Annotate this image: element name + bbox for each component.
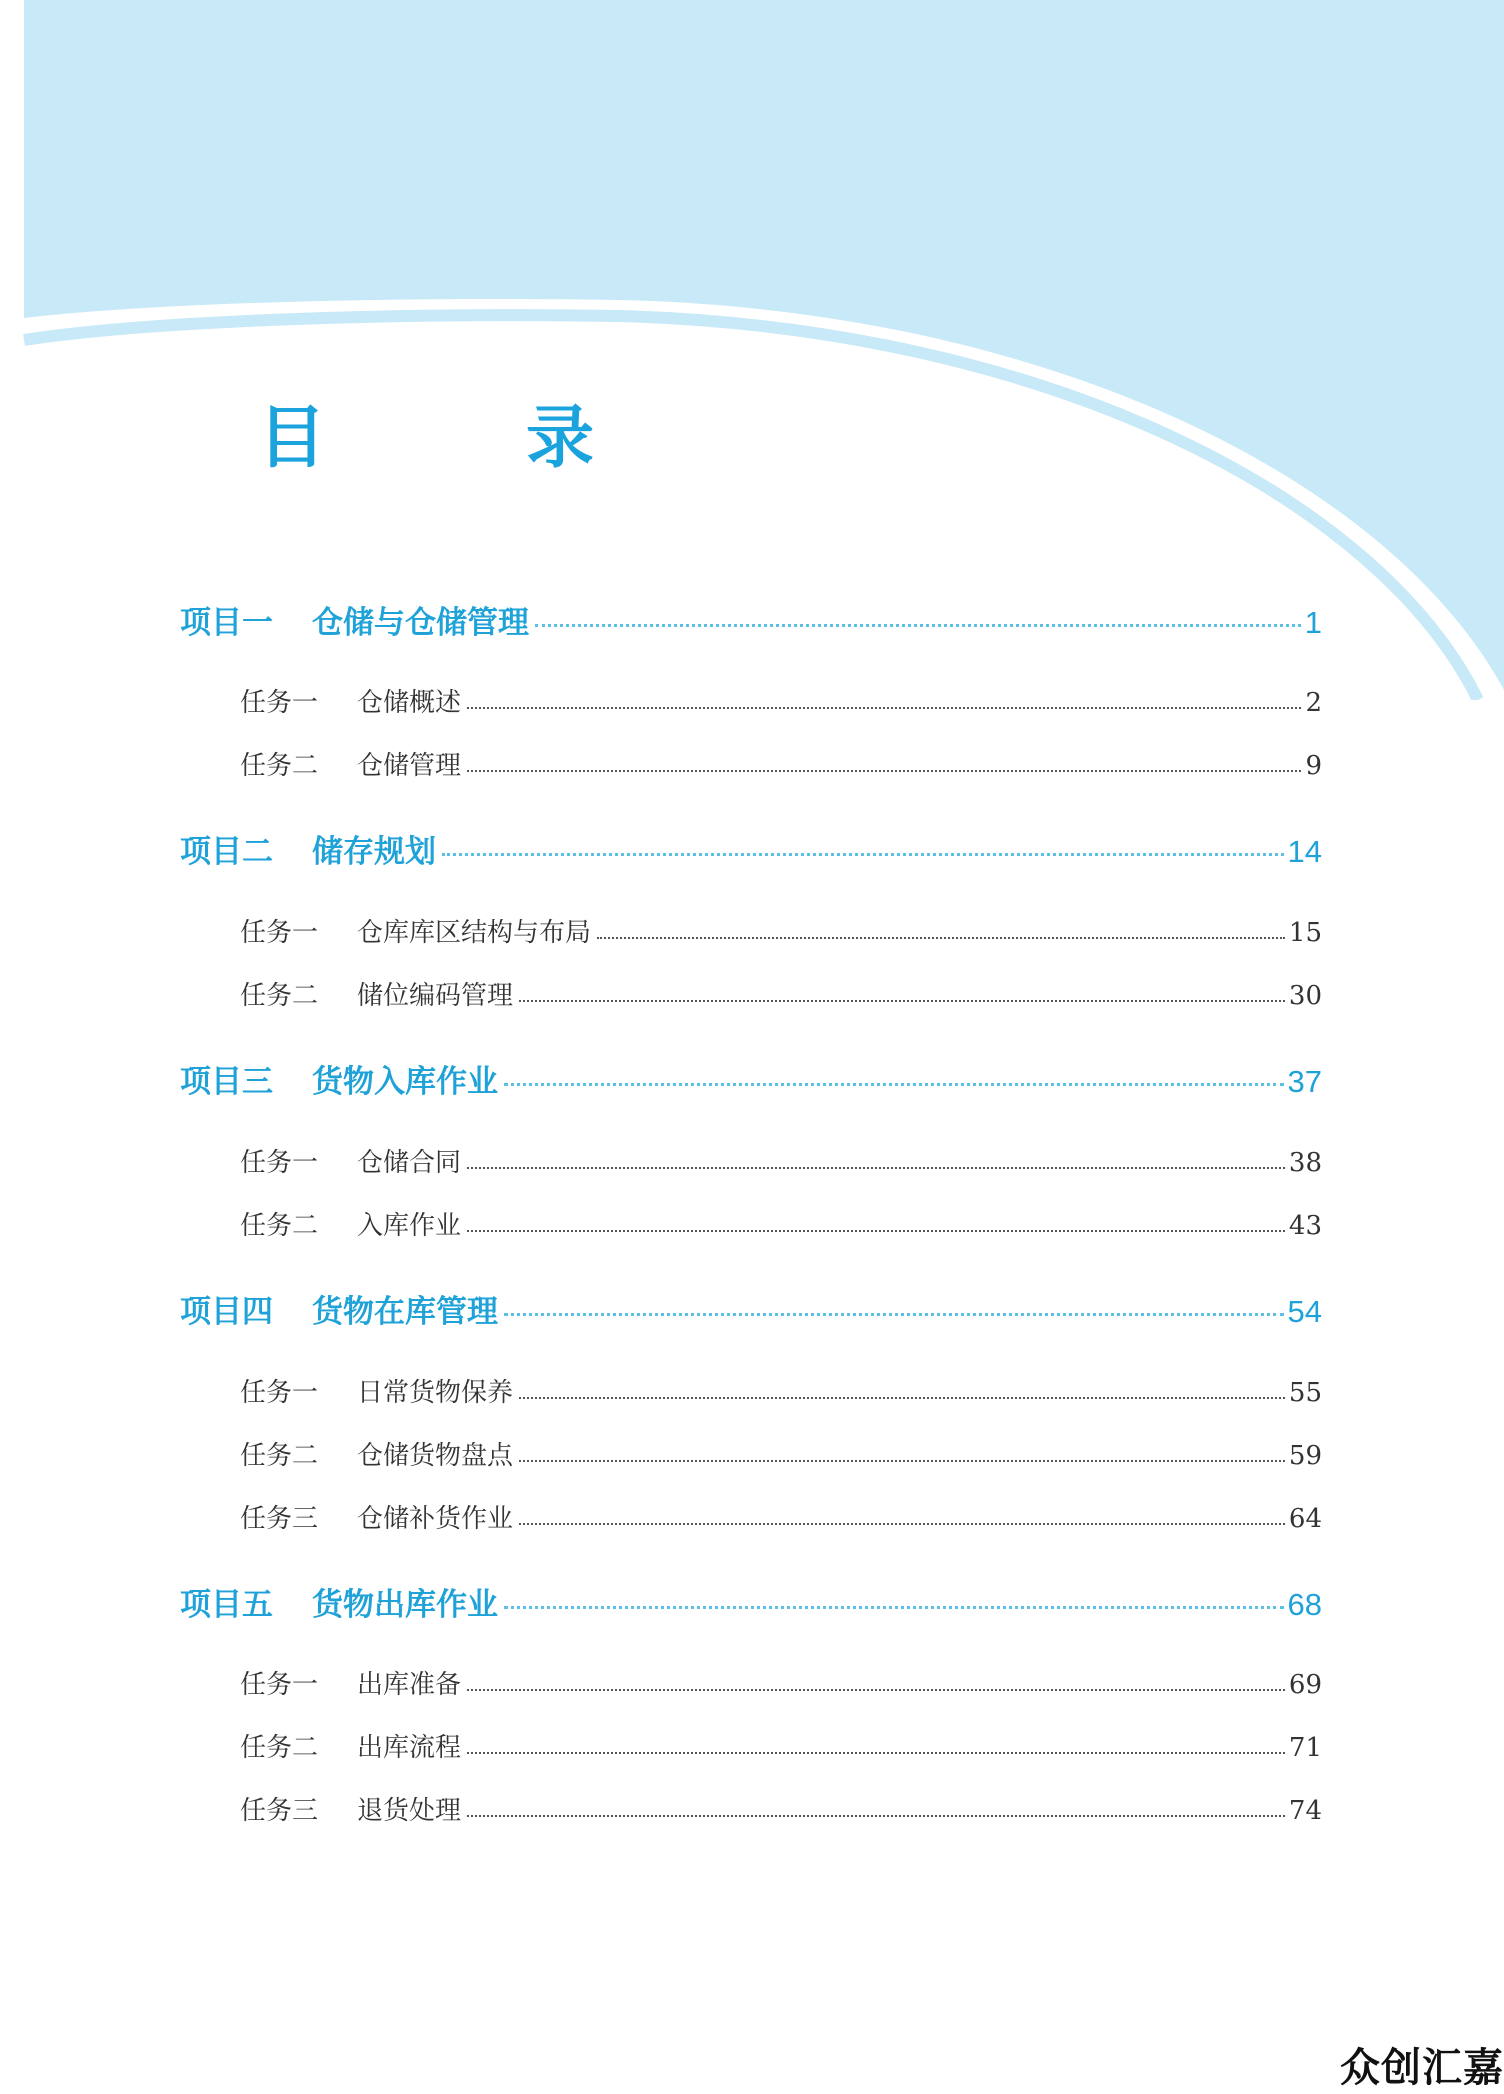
toc-task-entry[interactable] xyxy=(240,1142,1322,1179)
page-number: 54 xyxy=(1287,1294,1322,1329)
toc-project-entry[interactable] xyxy=(180,1286,1322,1331)
project-number: 项目一 xyxy=(180,605,273,641)
task-title: 仓库库区结构与布局 xyxy=(357,918,592,948)
page-number: 37 xyxy=(1287,1064,1322,1099)
project-title: 货物在库管理 xyxy=(312,1294,498,1330)
task-title: 仓储概述 xyxy=(357,688,462,718)
toc-project-entry[interactable] xyxy=(180,597,1322,642)
project-title: 货物出库作业 xyxy=(312,1587,498,1623)
page-number: 30 xyxy=(1288,981,1322,1011)
dot-leader xyxy=(442,853,1284,856)
task-number: 任务三 xyxy=(240,1504,319,1534)
page-number: 74 xyxy=(1288,1796,1322,1826)
task-number: 任务一 xyxy=(240,918,319,948)
toc-task-entry[interactable] xyxy=(240,1790,1322,1827)
toc-task-entry[interactable] xyxy=(240,745,1322,782)
task-title: 出库准备 xyxy=(357,1670,462,1700)
dot-leader xyxy=(504,1313,1284,1316)
dot-leader xyxy=(467,1167,1285,1169)
task-title: 储位编码管理 xyxy=(357,981,514,1011)
toc-task-entry[interactable] xyxy=(240,1664,1322,1701)
dot-leader xyxy=(504,1083,1284,1086)
task-title: 出库流程 xyxy=(357,1733,462,1763)
task-number: 任务二 xyxy=(240,981,319,1011)
task-number: 任务二 xyxy=(240,1211,319,1241)
toc-task-entry[interactable] xyxy=(240,1205,1322,1242)
toc-task-entry[interactable] xyxy=(240,1435,1322,1472)
dot-leader xyxy=(519,1460,1285,1462)
page-number: 68 xyxy=(1287,1587,1322,1622)
page-number: 9 xyxy=(1305,751,1322,781)
page-number: 71 xyxy=(1288,1733,1322,1763)
toc-project-entry[interactable] xyxy=(180,826,1322,871)
task-number: 任务一 xyxy=(240,1670,319,1700)
project-number: 项目五 xyxy=(180,1587,273,1623)
page-number: 69 xyxy=(1288,1670,1322,1700)
page-number: 14 xyxy=(1287,834,1322,869)
page-number: 15 xyxy=(1288,918,1322,948)
task-number: 任务二 xyxy=(240,1733,319,1763)
dot-leader xyxy=(467,1230,1285,1232)
task-title: 退货处理 xyxy=(357,1796,462,1826)
task-title: 仓储合同 xyxy=(357,1148,462,1178)
page-number: 43 xyxy=(1288,1211,1322,1241)
watermark-logo: 众创汇嘉 xyxy=(1340,2045,1504,2091)
page-number: 38 xyxy=(1288,1148,1322,1178)
page-number: 59 xyxy=(1288,1441,1322,1471)
task-title: 入库作业 xyxy=(357,1211,462,1241)
task-number: 任务一 xyxy=(240,1378,319,1408)
toc-task-entry[interactable] xyxy=(240,912,1322,949)
task-number: 任务一 xyxy=(240,1148,319,1178)
task-number: 任务二 xyxy=(240,1441,319,1471)
page-number: 1 xyxy=(1304,605,1322,640)
project-title: 货物入库作业 xyxy=(312,1064,498,1100)
toc-task-entry[interactable] xyxy=(240,682,1322,719)
dot-leader xyxy=(504,1606,1284,1609)
toc-project-entry[interactable] xyxy=(180,1056,1322,1101)
dot-leader xyxy=(519,1000,1285,1002)
dot-leader xyxy=(467,770,1301,772)
page-number: 64 xyxy=(1288,1504,1322,1534)
dot-leader xyxy=(535,624,1301,627)
dot-leader xyxy=(519,1523,1285,1525)
task-number: 任务二 xyxy=(240,751,319,781)
dot-leader xyxy=(519,1397,1285,1399)
dot-leader xyxy=(467,1815,1285,1817)
page-number: 2 xyxy=(1305,688,1322,718)
toc-task-entry[interactable] xyxy=(240,1727,1322,1764)
task-title: 仓储补货作业 xyxy=(357,1504,514,1534)
task-number: 任务三 xyxy=(240,1796,319,1826)
project-number: 项目四 xyxy=(180,1294,273,1330)
toc-task-entry[interactable] xyxy=(240,1498,1322,1535)
toc-project-entry[interactable] xyxy=(180,1579,1322,1624)
task-title: 仓储管理 xyxy=(357,751,462,781)
task-number: 任务一 xyxy=(240,688,319,718)
page-title: 目 录 xyxy=(258,399,661,478)
project-title: 仓储与仓储管理 xyxy=(312,605,529,641)
task-title: 日常货物保养 xyxy=(357,1378,514,1408)
dot-leader xyxy=(597,937,1285,939)
dot-leader xyxy=(467,707,1301,709)
toc-task-entry[interactable] xyxy=(240,975,1322,1012)
project-number: 项目三 xyxy=(180,1064,273,1100)
dot-leader xyxy=(467,1752,1285,1754)
project-title: 储存规划 xyxy=(312,834,436,870)
toc-task-entry[interactable] xyxy=(240,1372,1322,1409)
dot-leader xyxy=(467,1689,1285,1691)
project-number: 项目二 xyxy=(180,834,273,870)
page-number: 55 xyxy=(1288,1378,1322,1408)
task-title: 仓储货物盘点 xyxy=(357,1441,514,1471)
